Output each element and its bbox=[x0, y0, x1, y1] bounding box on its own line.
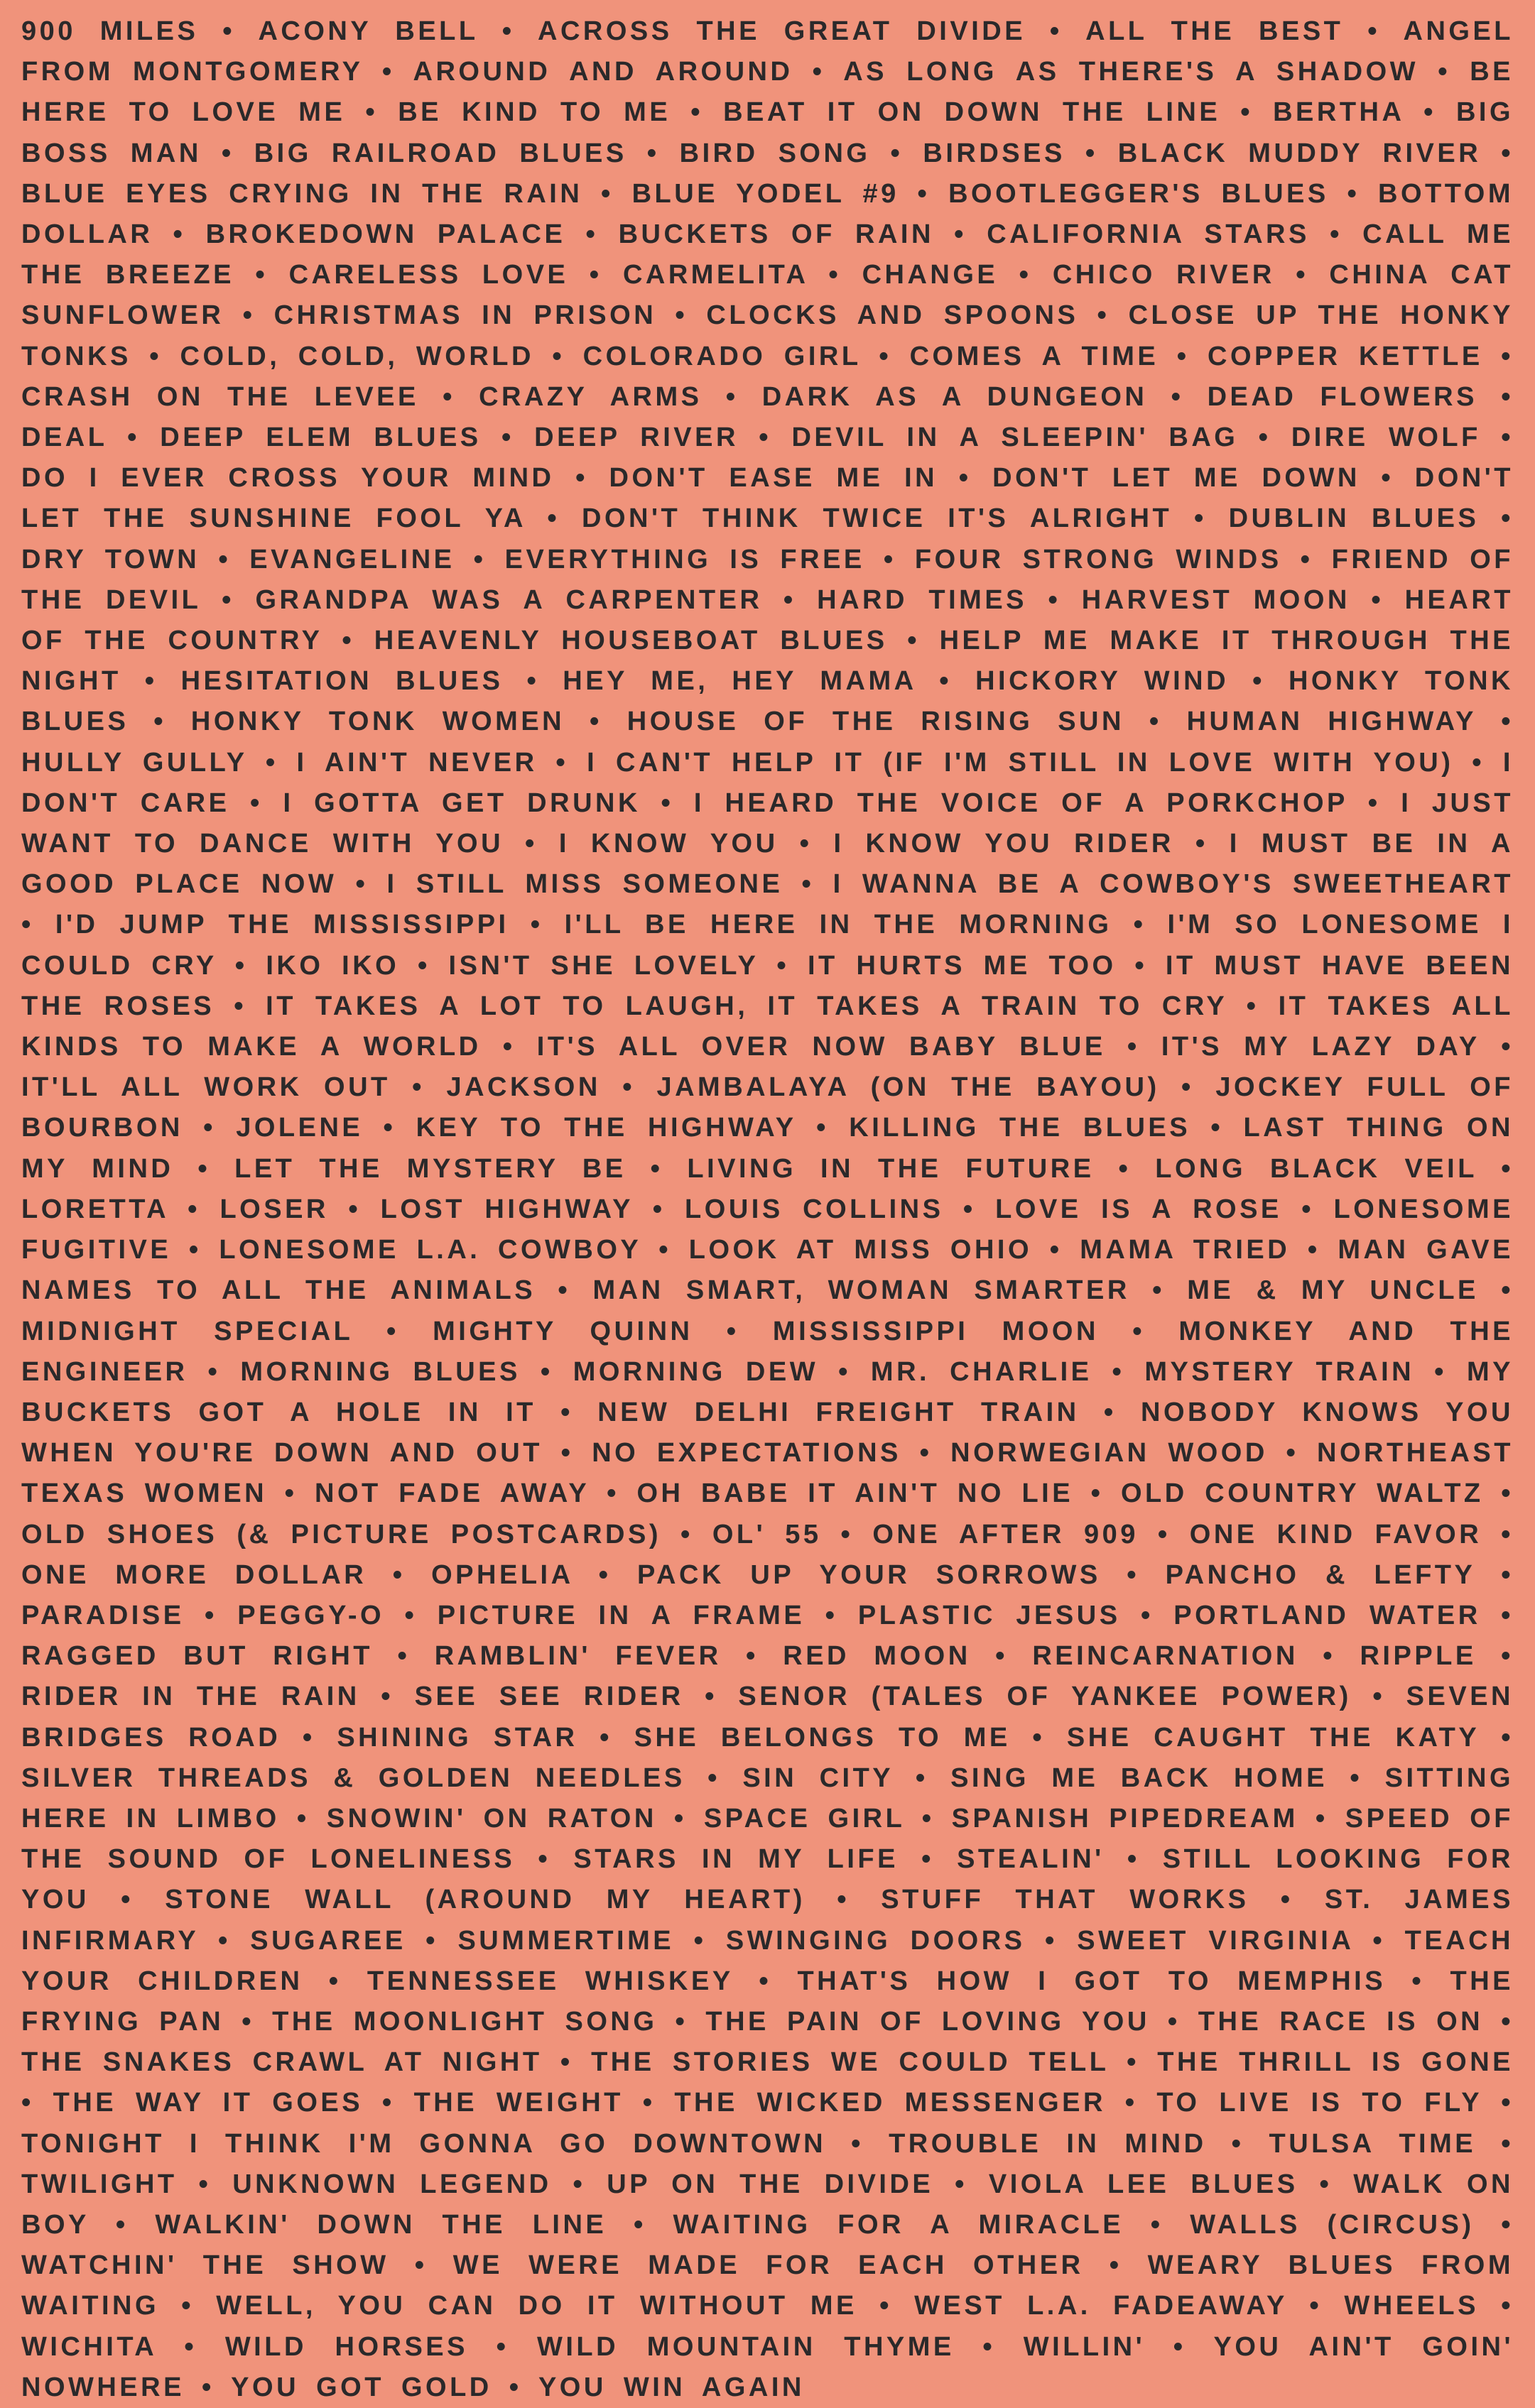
song-list-text: 900 MILES • ACONY BELL • ACROSS THE GREAT DIVIDE • ALL THE BEST • ANGEL FROM MONTGOMERY • AROUND AND AROUND • AS LONG AS THERE'S A SHADOW • BE HERE TO LOVE ME • BE KIND TO ME • BEAT IT ON DOWN THE LINE • BERTHA • BIG BOSS MAN • BIG RAILROAD BLUES • BIRD SONG • BIRDSES • BLACK MUDDY RIVER • BLUE EYES CRYING IN THE RAIN • BLUE YODEL #9 • BOOTLEGGER'S BLUES • BOTTOM DOLLAR • BROKEDOWN PALACE • BUCKETS OF RAIN • CALIFORNIA STARS • CALL ME THE BREEZE • CARELESS LOVE • CARMELITA • CHANGE • CHICO RIVER • CHINA CAT SUNFLOWER • CHRISTMAS IN PRISON • CLOCKS AND SPOONS • CLOSE UP THE HONKY TONKS • COLD, COLD, WORLD • COLORADO GIRL • COMES A TIME • COPPER KETTLE • CRASH ON THE LEVEE • CRAZY ARMS • DARK AS A DUNGEON • DEAD FLOWERS • DEAL • DEEP ELEM BLUES • DEEP RIVER • DEVIL IN A SLEEPIN' BAG • DIRE WOLF • DO I EVER CROSS YOUR MIND • DON'T EASE ME IN • DON'T LET ME DOWN • DON'T LET THE SUNSHINE FOOL YA • DON'T THINK TWICE IT'S ALRIGHT • DUBLIN BLUES • DRY TOWN • EVANGELINE • EVERYTHING IS FREE • FOUR STRONG WINDS • FRIEND OF THE DEVIL • GRANDPA WAS A CARPENTER • HARD TIMES • HARVEST MOON • HEART OF THE COUNTRY • HEAVENLY HOUSEBOAT BLUES • HELP ME MAKE IT THROUGH THE NIGHT • HESITATION BLUES • HEY ME, HEY MAMA • HICKORY WIND • HONKY TONK BLUES • HONKY TONK WOMEN • HOUSE OF THE RISING SUN • HUMAN HIGHWAY • HULLY GULLY • I AIN'T NEVER • I CAN'T HELP IT (IF I'M STILL IN LOVE WITH YOU) • I DON'T CARE • I GOTTA GET DRUNK • I HEARD THE VOICE OF A PORKCHOP • I JUST WANT TO DANCE WITH YOU • I KNOW YOU • I KNOW YOU RIDER • I MUST BE IN A GOOD PLACE NOW • I STILL MISS SOMEONE • I WANNA BE A COWBOY'S SWEETHEART • I'D JUMP THE MISSISSIPPI • I'LL BE HERE IN THE MORNING • I'M SO LONESOME I COULD CRY • IKO IKO • ISN'T SHE LOVELY • IT HURTS ME TOO • IT MUST HAVE BEEN THE ROSES • IT TAKES A LOT TO LAUGH, IT TAKES A TRAIN TO CRY • IT TAKES ALL KINDS TO MAKE A WORLD • IT'S ALL OVER NOW BABY BLUE • IT'S MY LAZY DAY • IT'LL ALL WORK OUT • JACKSON • JAMBALAYA (ON THE BAYOU) • JOCKEY FULL OF BOURBON • JOLENE • KEY TO THE HIGHWAY • KILLING THE BLUES • LAST THING ON MY MIND • LET THE MYSTERY BE • LIVING IN THE FUTURE • LONG BLACK VEIL • LORETTA • LOSER • LOST HIGHWAY • LOUIS COLLINS • LOVE IS A ROSE • LONESOME FUGITIVE • LONESOME L.A. COWBOY • LOOK AT MISS OHIO • MAMA TRIED • MAN GAVE NAMES TO ALL THE ANIMALS • MAN SMART, WOMAN SMARTER • ME & MY UNCLE • MIDNIGHT SPECIAL • MIGHTY QUINN • MISSISSIPPI MOON • MONKEY AND THE ENGINEER • MORNING BLUES • MORNING DEW • MR. CHARLIE • MYSTERY TRAIN • MY BUCKETS GOT A HOLE IN IT • NEW DELHI FREIGHT TRAIN • NOBODY KNOWS YOU WHEN YOU'RE DOWN AND OUT • NO EXPECTATIONS • NORWEGIAN WOOD • NORTHEAST TEXAS WOMEN • NOT FADE AWAY • OH BABE IT AIN'T NO LIE • OLD COUNTRY WALTZ • OLD SHOES (& PICTURE POSTCARDS) • OL' 55 • ONE AFTER 909 • ONE KIND FAVOR • ONE MORE DOLLAR • OPHELIA • PACK UP YOUR SORROWS • PANCHO & LEFTY • PARADISE • PEGGY-O • PICTURE IN A FRAME • PLASTIC JESUS • PORTLAND WATER • RAGGED BUT RIGHT • RAMBLIN' FEVER • RED MOON • REINCARNATION • RIPPLE • RIDER IN THE RAIN • SEE SEE RIDER • SENOR (TALES OF YANKEE POWER) • SEVEN BRIDGES ROAD • SHINING STAR • SHE BELONGS TO ME • SHE CAUGHT THE KATY • SILVER THREADS & GOLDEN NEEDLES • SIN CITY • SING ME BACK HOME • SITTING HERE IN LIMBO • SNOWIN' ON RATON • SPACE GIRL • SPANISH PIPEDREAM • SPEED OF THE SOUND OF LONELINESS • STARS IN MY LIFE • STEALIN' • STILL LOOKING FOR YOU • STONE WALL (AROUND MY HEART) • STUFF THAT WORKS • ST. JAMES INFIRMARY • SUGAREE • SUMMERTIME • SWINGING DOORS • SWEET VIRGINIA • TEACH YOUR CHILDREN • TENNESSEE WHISKEY • THAT'S HOW I GOT TO MEMPHIS • THE FRYING PAN • THE MOONLIGHT SONG • THE PAIN OF LOVING YOU • THE RACE IS ON • THE SNAKES CRAWL AT NIGHT • THE STORIES WE COULD TELL • THE THRILL IS GONE • THE WAY IT GOES • THE WEIGHT • THE WICKED MESSENGER • TO LIVE IS TO FLY • TONIGHT I THINK I'M GONNA GO DOWNTOWN • TROUBLE IN MIND • TULSA TIME • TWILIGHT • UNKNOWN LEGEND • UP ON THE DIVIDE • VIOLA LEE BLUES • WALK ON BOY • WALKIN' DOWN THE LINE • WAITING FOR A MIRACLE • WALLS (CIRCUS) • WATCHIN' THE SHOW • WE WERE MADE FOR EACH OTHER • WEARY BLUES FROM WAITING • WELL, YOU CAN DO IT WITHOUT ME • WEST L.A. FADEAWAY • WHEELS • WICHITA • WILD HORSES • WILD MOUNTAIN THYME • WILLIN' • YOU AIN'T GOIN' NOWHERE • YOU GOT GOLD • YOU WIN AGAIN bbox=[21, 16, 1514, 2402]
